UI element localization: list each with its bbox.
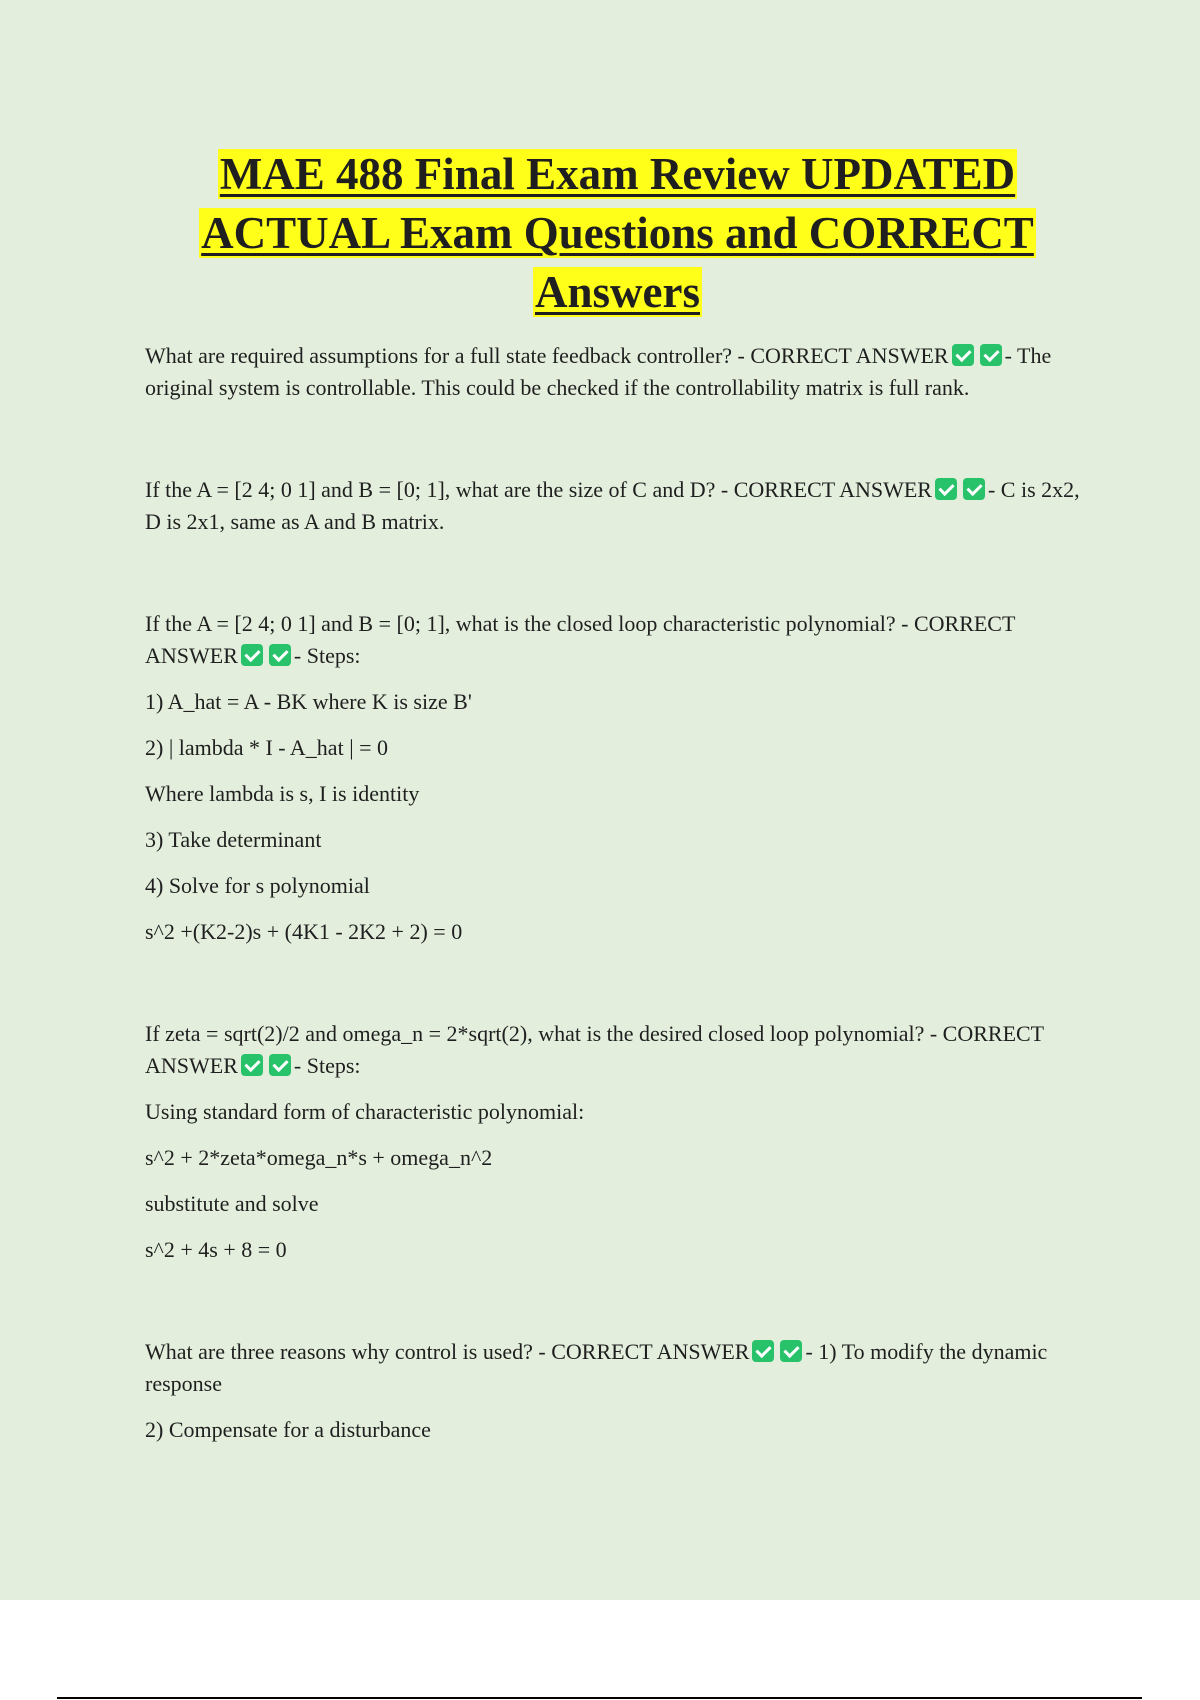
question-text: What are three reasons why control is used? - CORRECT ANSWER: [145, 1339, 750, 1364]
answer-text: - Steps:: [293, 1053, 361, 1078]
answer-step: s^2 + 4s + 8 = 0: [145, 1237, 287, 1262]
check-icon: [241, 644, 263, 666]
answer-step: 4) Solve for s polynomial: [145, 873, 370, 898]
qa-paragraph: [145, 340, 1095, 404]
answer-step: substitute and solve: [145, 1191, 319, 1216]
question-text: If zeta = sqrt(2)/2 and omega_n = 2*sqrt(2), what is the desired closed loop polynomial? - CORRECT ANSWER: [145, 1021, 1044, 1078]
answer-step: Where lambda is s, I is identity: [145, 781, 420, 806]
title-line-2: ACTUAL Exam Questions and CORRECT: [201, 208, 1034, 258]
qa-item: [145, 340, 1095, 404]
qa-item: [145, 1018, 1095, 1266]
qa-paragraph: [145, 474, 1095, 538]
check-icon: [780, 1340, 802, 1362]
answer-text: - Steps:: [293, 643, 361, 668]
answer-step: s^2 +(K2-2)s + (4K1 - 2K2 + 2) = 0: [145, 919, 463, 944]
answer-step: s^2 + 2*zeta*omega_n*s + omega_n^2: [145, 1145, 493, 1170]
question-text: If the A = [2 4; 0 1] and B = [0; 1], what are the size of C and D? - CORRECT ANSWER: [145, 477, 932, 502]
qa-item: [145, 1336, 1095, 1446]
qa-paragraph: [145, 608, 1095, 672]
answer-step: 2) | lambda * I - A_hat | = 0: [145, 735, 388, 760]
qa-paragraph: [145, 1018, 1095, 1082]
check-icon: [752, 1340, 774, 1362]
qa-item: [145, 474, 1095, 538]
qa-spacer: [145, 1280, 1095, 1336]
title-line-3: Answers: [535, 267, 700, 317]
question-text: If the A = [2 4; 0 1] and B = [0; 1], what is the closed loop characteristic polynomial? - CORRECT ANSWER: [145, 611, 1016, 668]
qa-spacer: [145, 418, 1095, 474]
answer-text: - C is 2x2, D is 2x1, same as A and B matrix.: [145, 477, 1080, 534]
answer-step: Using standard form of characteristic polynomial:: [145, 1099, 585, 1124]
answer-text: - 1) To modify the dynamic response: [145, 1339, 1048, 1396]
document-title: [120, 145, 1115, 322]
footer-divider: [57, 1697, 1142, 1699]
check-icon: [269, 644, 291, 666]
answer-step: 3) Take determinant: [145, 827, 322, 852]
qa-spacer: [145, 552, 1095, 608]
qa-paragraph: [145, 1336, 1095, 1400]
answer-text: - The original system is controllable. This could be checked if the controllability matrix is full rank.: [145, 343, 1052, 400]
check-icon: [269, 1054, 291, 1076]
qa-list: [145, 340, 1095, 1460]
check-icon: [963, 478, 985, 500]
check-icon: [952, 344, 974, 366]
title-line-1: MAE 488 Final Exam Review UPDATED: [219, 149, 1016, 199]
answer-step: 2) Compensate for a disturbance: [145, 1417, 431, 1442]
qa-item: [145, 608, 1095, 948]
answer-step: 1) A_hat = A - BK where K is size B': [145, 689, 472, 714]
check-icon: [935, 478, 957, 500]
check-icon: [241, 1054, 263, 1076]
question-text: What are required assumptions for a full state feedback controller? - CORRECT ANSWER: [145, 343, 949, 368]
check-icon: [980, 344, 1002, 366]
qa-spacer: [145, 962, 1095, 1018]
